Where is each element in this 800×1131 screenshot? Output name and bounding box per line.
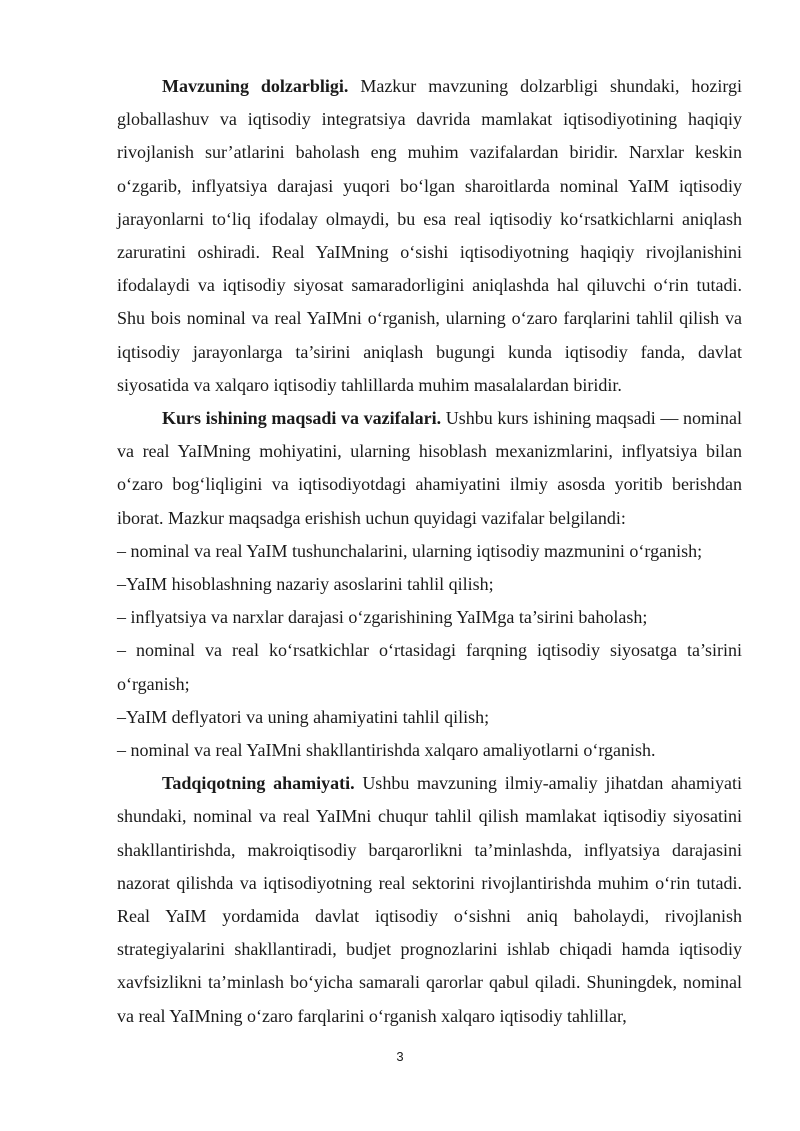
heading-goals: Kurs ishining maqsadi va vazifalari. xyxy=(162,408,442,429)
heading-significance: Tadqiqotning ahamiyati. xyxy=(162,773,355,794)
task-item: – nominal va real YaIMni shakllantirishda xalqaro amaliyotlarni o‘rganish. xyxy=(117,740,656,761)
text-significance: Ushbu mavzuning ilmiy-amaliy jihatdan ahamiyati shundaki, nominal va real YaIMni chuqur tahlil qilish mamlakat iqtisodiy siyosatini shakllantirishda, makroiqtisodiy barqarorlikni ta’minlashda, inflyatsiya darajasini nazorat qilishda va iqtisodiyotning real sektorini rivojlantirishda muhim o‘rin tutadi. Real YaIM yordamida davlat iqtisodiy o‘sishni aniq baholaydi, rivojlanish strategiyalarini shakllantiradi, budjet prognozlarini ishlab chiqadi hamda iqtisodiy xavfsizlikni ta’minlash bo‘yicha samarali qarorlar qabul qiladi. Shuningdek, nominal va real YaIMning o‘zaro farqlarini o‘rganish xalqaro iqtisodiy tahlillar, xyxy=(117,773,743,1026)
task-list xyxy=(117,535,742,767)
task-item: –YaIM hisoblashning nazariy asoslarini tahlil qilish; xyxy=(117,574,494,595)
paragraph-goals xyxy=(117,402,742,535)
task-item: – nominal va real ko‘rsatkichlar o‘rtasidagi farqning iqtisodiy siyosatga ta’sirini o‘rganish; xyxy=(117,640,742,694)
task-item: – inflyatsiya va narxlar darajasi o‘zgarishining YaIMga ta’sirini baholash; xyxy=(117,607,648,628)
paragraph-relevance xyxy=(117,70,742,402)
page-number: 3 xyxy=(396,1049,404,1064)
task-item: –YaIM deflyatori va uning ahamiyatini tahlil qilish; xyxy=(117,706,490,727)
text-relevance: Mazkur mavzuning dolzarbligi shundaki, hozirgi globallashuv va iqtisodiy integratsiya davrida mamlakat iqtisodiyotining haqiqiy rivojlanish sur’atlarini baholash eng muhim vazifalardan biridir. Narxlar keskin o‘zgarib, inflyatsiya darajasi yuqori bo‘lgan sharoitlarda nominal YaIM iqtisodiy jarayonlarni to‘liq ifodalay olmaydi, bu esa real iqtisodiy ko‘rsatkichlarni aniqlash zaruratini oshiradi. Real YaIMning o‘sishi iqtisodiyotning haqiqiy rivojlanishini ifodalaydi va iqtisodiy siyosat samaradorligini aniqlashda hal qiluvchi o‘rin tutadi. Shu bois nominal va real YaIMni o‘rganish, ularning o‘zaro farqlarini tahlil qilish va iqtisodiy jarayonlarga ta’sirini aniqlash bugungi kunda iqtisodiy fanda, davlat siyosatida va xalqaro iqtisodiy tahlillarda muhim masalalardan biridir. xyxy=(117,76,743,395)
text-goals: Ushbu kurs ishining maqsadi — nominal va real YaIMning mohiyatini, ularning hisoblash mexanizmlarini, inflyatsiya bilan o‘zaro bog‘liqligini va iqtisodiyotdagi ahamiyatini ilmiy asosda yoritib berishdan iborat. Mazkur maqsadga erishish uchun quyidagi vazifalar belgilandi: xyxy=(117,408,742,528)
paragraph-significance xyxy=(117,767,742,1033)
document-page xyxy=(117,70,742,1033)
task-item: – nominal va real YaIM tushunchalarini, ularning iqtisodiy mazmunini o‘rganish; xyxy=(117,540,703,561)
heading-relevance: Mavzuning dolzarbligi. xyxy=(162,76,349,96)
